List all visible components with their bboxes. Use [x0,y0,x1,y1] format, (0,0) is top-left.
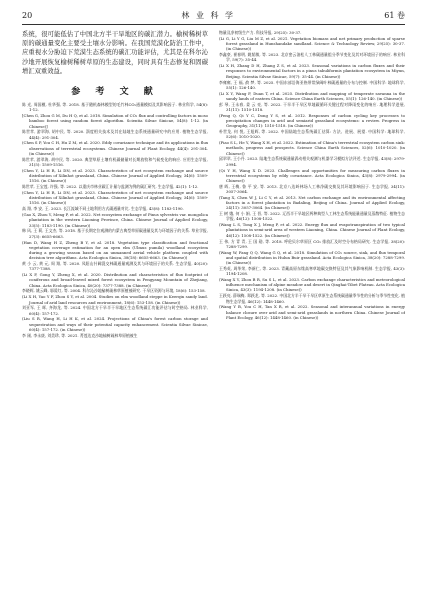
reference-entry: 陈世苹, 王宝莲, 许强, 等. 2022. 以重庆市林业碳汇计量与监测为例的碳汇研究. 生态学报, 42(1): 1-12. [22,184,199,190]
reference-entry: 刘亚军, 王 晖, 齐海龙, 等. 2024. 中国北方干旱半干旱地区生态系统碳汇功能评估与时空格局. 林业科学, 60(4): 157-172. [22,305,208,316]
reference-entry: (Qi Y H, Wang X D. 2023. Challenges and opportunities for measuring carbon fluxes in terrestrial ecosystems by eddy covariance. Acta Ecologica Sinica, 43(8): 2979-2994. (in Chinese)) [219,167,405,183]
reference-entry: (Piao S L, He Y, Wang X H, et al. 2022. Estimation of China's terrestrial ecosystem carbon sink: methods, progress and prospects. Science China Earth Sciences, 52(6): 1010-1020. (in Chinese)) [219,140,405,156]
reference-entry: (Wang L S, Tong X J, Meng P, et al. 2022. Energy flux and evapotranspiration of two typical plantations in semi-arid area of western Liaoning, China. Chinese Journal of Plant Ecology, 46(12): 1508-1522. (in Chinese)) [219,222,405,238]
reference-entry: (Chen S P, You C H, Hu Z M, et al. 2020. Eddy covariance technique and its applications in flux observations of terrestrial ecosystems. Chinese Journal of Plant Ecology, 44(4): 291-304. (in Chinese)) [22,140,208,156]
reference-entry: 李 刚, 李永庚, 刘美珍, 等. 2021. 菁莲达克沙地榆树疏林草原植被生 [22,332,138,338]
reference-entry: (Wang Y B, You C H, Tan X R, et al. 2022. Seasonal and interannual variations in energy balance closure over arid and semi-arid grasslands in northern China. Chinese Journal of Plant Ecology, 46(12): 1448-1460. (in Chinese)) [219,304,405,320]
reference-entry: (Han D, Wang H Z, Zheng B Y, et al. 2018. Vegetation type classification and fractional vegetation coverage estimation for an open elm (Ulmus pumila) woodland ecosystem during a growing season based on an unmanned aerial vehicle platform coupled with decision tree algorithms. Acta Ecologica Sinica, 38(18): 6655-6663. (in Chinese)) [22,239,208,261]
reference-entry: 陈 光, 周国模, 杜华强, 等. 2018. 基于随机森林模型的毛竹林CO₂通量模拟及其影响因子. 林业科学, 54(8): 1-12. [22,102,208,113]
reference-entry: 韩 风, 王 莉, 王文杰, 等. 2018. 基于长期定位观测的内蒙古典型草原碳通量及其与环境因子的关系. 草业学报, 27(3): 6655-6663. [22,228,208,239]
reference-entry: 王秀英, 周华荣, 李新仁, 等. 2023. 青藏高原东缘高寒草地碳交换特征及其气象影响机制. 生态学报, 43(3): 1194-1208. [219,265,405,277]
left-column [22,30,208,597]
reference-entry: 邱翠翠, 王小丹. 2023. 陆地生态系统碳通量涡动相关观测与机器学习模拟方法评述. 生态学报, 43(8): 2979-2994. [219,156,405,167]
reference-entry: 王 树 娥, 何 小 娟, 王 晋, 等. 2022. 辽西半干旱地区两种典型人工林生态系统能量通量及蒸散特征. 植物生态学报, 46(12): 1508-1522. [219,211,405,222]
reference-entry: 彭 琴, 王永春, 姜 云 亮, 等. 2022. 干旱半干旱区草地碳循环关键过程对降雨变化的响应. 地理科学进展, 31(11): 1510-1518. [219,101,405,112]
reference-entry: [Chen G, Zhou G M, Du H Q, et al. 2018. Simulation of CO₂ flux and controlling factors in moso bamboo forest using random forest algorithm. Scientia Silvae Sinicae, 54(8): 1-12. (in Chinese)] [22,113,208,129]
reference-entry: (Peng Q, Qi Y C, Dong Y S, et al. 2012. Responses of carbon cycling key processes to precipitation changes in arid and semiarid grassland ecosystems: a review. Progress in Geography, 31(11): 1510-1518. (in Chinese)) [219,112,405,129]
reference-entry: 李鑫豪, 崔春明, 姚韬敏, 等. 2023. 北京密云油松人工林碳通量组分季节变化及其对环境因子的响应. 林业科学, 59(7): 35-44. [219,52,405,63]
reference-entry: 王跃亮, 薛瑞梅, 郑跃龙, 等. 2022. 中国北方半干旱干旱区草原生态系统碳通量季节性的分析与季节性变化. 植物生态学报, 46(12): 1448-1460. [219,293,405,304]
reference-entry: 唐 晖, 王梅, 鲁 平 安, 等. 2013. 北京八达岭林场人工林净碳交换及其环境影响因子. 生态学报, 34(11): 3057-3064. [219,183,405,195]
volume-label: 61 卷 [384,10,405,20]
two-column-body [22,30,405,597]
reference-entry: (Li X F, Gong Y, Zheng X, et al. 2020. Distribution and characteristics of flux footprint of coniferous and broad-leaved mixed forest ecosystem in Fengyang Mountain of Zhejiang, China. Acta Ecologica Sinica, 40(20): 7377-7388. (in Chinese)) [22,272,208,288]
right-column [219,30,405,597]
reference-entry: (Li X H, Yao Y F, Zhou S Y, et al. 2004. Studies on elm woodland steppe in Keerqin sandy land. Journal of arid land resources and environment, 18(6): 153-158. (in Chinese)) [22,294,208,305]
reference-entry: 高 翔, 李 安, 王. 2023. 长江流域不同土地利用方式碳通量对比. 生态学报, 43(8): 1183-1190. [22,206,184,212]
page-header [22,8,405,25]
reference-entry: (Wang W, Fang Q Q, Wang G Q, et al. 2018. Simulation of CO₂ source, sink, and flux temporal and spatial distribution in Hulun Buir grassland. Acta Ecologica Sinica, 38(20): 7288-7299. (in Chinese)) [219,249,405,266]
reference-entry: (Gao X, Zhou Y, Meng P, et al. 2022. Net ecosystem exchange of Pinus sylvestris var. mongolica plantation in the western Liaoning Province, China. Chinese Journal of Applied Ecology, 33(5): 1183-1190. (in Chinese)) [22,212,208,228]
body-paragraph: 系统，很可能低估了中国北方半干旱地区的碳汇潜力。榆树稀树草原的碳通量变化主要受土壤水分影响。在我国荒漠化防治工作中，应重视水分胁迫下荒漠生态系统的碳汇功能评估，尤其是在科尔沁沙地开展恢复榆树稀树草原的生态建设，同时具有生态修复和固碳增汇双重效益。 [22,31,208,75]
reference-entry: (Li X Y, Wang F, Duan T, et al. 2025. Distribution and mapping of temperate savanna in the sandy lands of eastern China. Science China Earth Sciences, 55(1): 126-140. (in Chinese)) [219,90,405,101]
page-number: 20 [22,10,33,20]
references-list-right [219,30,405,320]
reference-entry: 陈世苹, 游翠海, 胡中民, 等. 2020. 典型草原土壤有机碳储量对长期放牧和气候变化的响应. 应用生态学报, 31(5): 1509-1516. [22,156,208,167]
reference-entry: 陈世苹, 游翠海, 胡中民, 等. 2020. 涡度相关技术及其在陆地生态系统通量研究中的应用. 植物生态学报, 44(4): 291-304. [22,129,208,140]
reference-entry: 李雍雍, 王 福, 俞 梦, 等. 2025. 中国东部沿海亚热带常绿阔叶林碳通量的分布与控制. 中国科学: 地球科学, 55(1): 126-140. [219,79,405,90]
reference-entry: 物量及净初级生产力. 科技导报, 29(25): 30-37. [219,30,302,35]
reference-entry: (Wang X Y, Zhou B R, Su S L, et al. 2023. Carbon exchange characteristics and meteorological influence mechanism of alpine meadow and desert in Qinghai-Tibet Plateau. Acta Ecologica Sinica, 43(3): 1194-1208. (in Chinese)) [219,277,405,293]
reference-entry: 黄 小 云, 黄 元, 周 翔, 等. 2020. 凤阳山针阔混交林碳通量观测及其与环境因子的关系. 生态学报, 40(20): 7377-7388. [22,261,208,272]
reference-entry: 王 伟, 方 青 青, 王 国 勋, 等. 2018. 呼伦贝尔草原区 CO₂ 排放汇及时空分布格局研究. 生态学报, 38(20): 7288-7299. [219,238,405,249]
reference-entry: (Li G, Li Y G, Liu M Z, et al. 2021. Vegetation biomass and net primary production of sparse forest grassland in Hunshandake sandland. Science & Technology Review, 29(25): 30-37. (in Chinese)) [219,35,405,52]
reference-entry: 朴世龙, 何 悦, 王旭辉, 等. 2022. 中国陆地生态系统碳汇估算: 方法、进展、展望. 中国科学: 地球科学, 52(6): 1010-1020. [219,129,405,140]
reference-entry: (Liu S R, Wang H, Li H K, et al. 2024. Projections of China's forest carbon storage and sequestration and ways of their potential capacity enhancement. Scientia Silvae Sinicae, 60(4): 157-172. (in Chinese)) [22,316,208,332]
reference-entry: 李晓辉, 姚云峰, 邬爱红, 等. 2004. 科尔沁沙地榆树疏林草原植被研究. 干旱区资源与环境, 18(6): 153-158. [22,288,206,294]
reference-entry: (Li X H, Zhang D H, Zhang Z S, et al. 2023. Seasonal variations in carbon fluxes and their responses to environmental factors in a pinus tabuliformis plantation ecosystem in Miyun, Beijing. Scientia Silvae Sinicae, 59(7): 35-44. (in Chinese)) [219,63,405,79]
references-list-left [22,102,208,338]
reference-entry: (Tang X, Chen W J, Li C Y, et al. 2013. Net carbon exchange and its environmental affecting factors in a forest plantation in Badaling, Beijing of China. Journal of Applied Ecology, 24(11): 3057-3064. (in Chinese)) [219,194,405,211]
reference-entry: (Chen Y, Li H R, Li DN, et al. 2023. Characteristics of net ecosystem exchange and source distribution of Xilinhot grassland, China. Chinese Journal of Applied Ecology, 34(6): 1509-1516. (in Chinese)) [22,167,208,184]
journal-title: 林 业 科 学 [181,10,236,20]
reference-entry: (Chen Y, Li H R, Li DN, et al. 2023. Characteristics of net ecosystem exchange and source distribution of Xilinhot grassland, China. Chinese Journal of Applied Ecology, 34(6): 1509-1516. (in Chinese)) [22,190,208,206]
references-heading: 参 考 文 献 [71,87,159,98]
